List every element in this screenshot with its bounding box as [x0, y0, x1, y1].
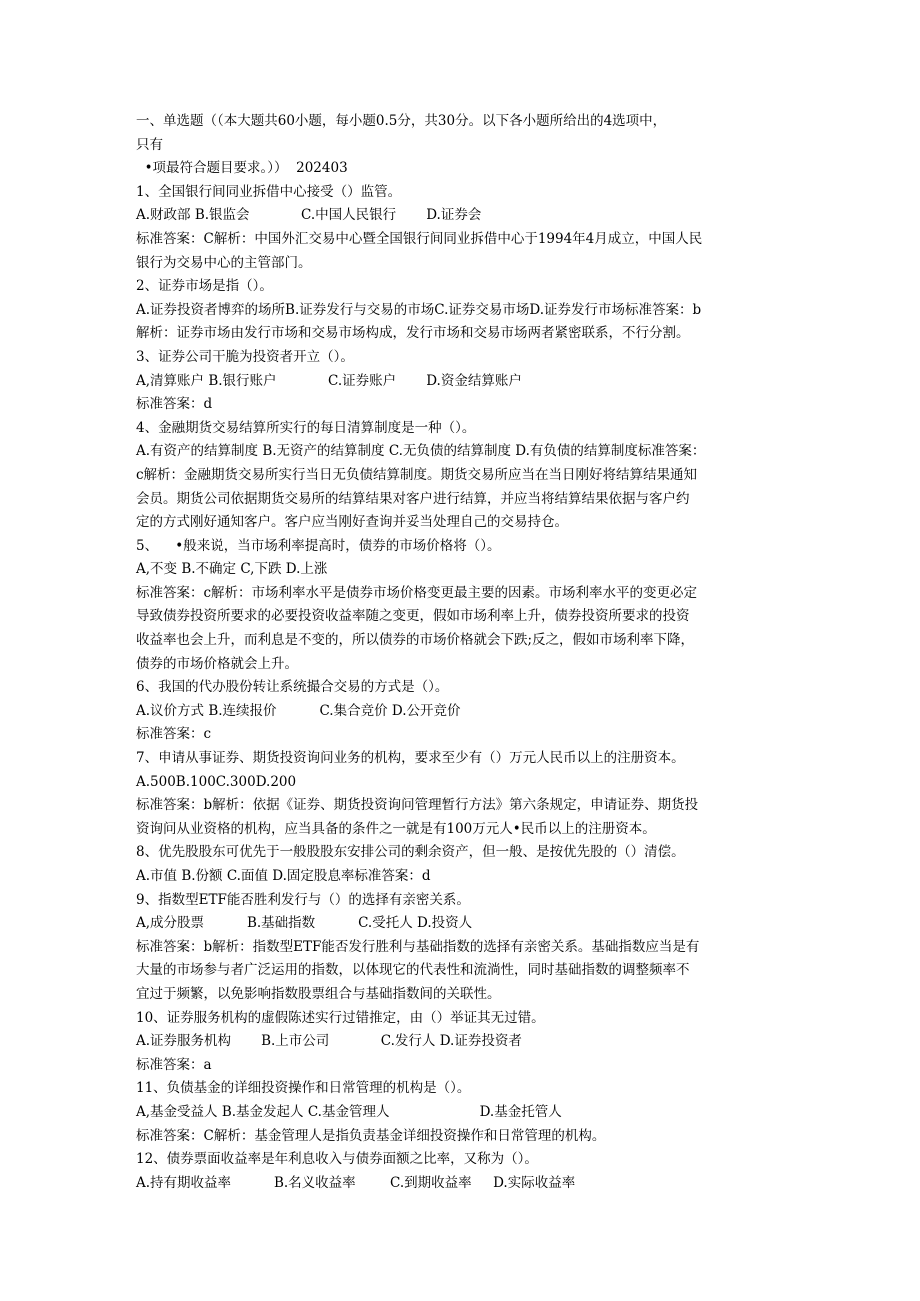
question-1: 1、全国银行间同业拆借中心接受（）监管。 [136, 183, 402, 200]
question-4-explanation-continued: 定的方式刚好通知客户。客户应当刚好查询并妥当处理自己的交易持仓。 [136, 514, 568, 531]
question-2-options: A.证券投资者博弈的场所B.证券发行与交易的市场C.证券交易市场D.证券发行市场标准答案：b [136, 301, 702, 318]
question-3: 3、证券公司干脆为投资者开立（）。 [136, 348, 354, 365]
question-11-options: A,基金受益人 B.基金发起人 C.基金管理人 D.基金托管人 [136, 1103, 562, 1120]
question-10-answer: 标准答案：a [136, 1056, 212, 1073]
question-11-answer: 标准答案：C解析：基金管理人是指负责基金详细投资操作和日常管理的机构。 [136, 1127, 606, 1144]
question-8-options: A.市值 B.份额 C.面值 D.固定股息率标准答案：d [136, 868, 431, 884]
section-heading-note: •项最符合题目要求。）） 202403 [136, 160, 348, 177]
question-7-answer-continued: 资询问从业资格的机构，应当具备的条件之一就是有100万元人•民币以上的注册资本。 [136, 820, 656, 837]
document-page [136, 110, 786, 1195]
question-2: 2、证券市场是指（）。 [136, 278, 273, 295]
question-2-explanation: 解析：证券市场由发行市场和交易市场构成，发行市场和交易市场两者紧密联系，不行分割。 [136, 325, 690, 342]
question-9-answer-continued: 宜过于频繁，以免影响指数股票组合与基础指数间的关联性。 [136, 985, 501, 1002]
question-4-options: A.有资产的结算制度 B.无资产的结算制度 C.无负债的结算制度 D.有负债的结算制度标准答案： [136, 443, 706, 460]
question-5-options: A,不变 B.不确定 C,下跌 D.上涨 [136, 561, 328, 578]
question-10-options: A.证券服务机构 B.上市公司 C.发行人 D.证券投资者 [136, 1033, 522, 1050]
question-9-options: A,成分股票 B.基础指数 C.受托人 D.投资人 [136, 915, 473, 932]
question-6-answer: 标准答案：c [136, 726, 212, 743]
question-7-options: A.500B.100C.300D.200 [136, 773, 297, 790]
question-4-explanation: c解析：金融期货交易所实行当日无负债结算制度。期货交易所应当在当日刚好将结算结果通知 [136, 466, 698, 483]
question-12: 12、债券票面收益率是年利息收入与债券面额之比率，又称为（）。 [136, 1151, 538, 1168]
question-8: 8、优先股股东可优先于一般股股东安排公司的剩余资产，但一般、是按优先股的（）清偿。 [136, 844, 685, 861]
question-5: 5、 •般来说，当市场利率提高时，债券的市场价格将（）。 [136, 537, 501, 554]
question-7-answer: 标准答案：b解析：依据《证券、期货投资询问管理暂行方法》第六条规定，申请证券、期货投 [136, 797, 699, 814]
question-7: 7、申请从事证券、期货投资询问业务的机构，要求至少有（）万元人民币以上的注册资本。 [136, 750, 685, 767]
question-3-options: A,清算账户 B.银行账户 C.证券账户 D.资金结算账户 [136, 372, 522, 389]
question-5-answer-continued: 收益率也会上升，而利息是不变的，所以债券的市场价格就会下跌;反之，假如市场利率下降， [136, 632, 695, 649]
section-heading-continued: 只有 [136, 136, 163, 153]
question-5-answer-continued: 导致债券投资所要求的必要投资收益率随之变更，假如市场利率上升，债券投资所要求的投资 [136, 608, 690, 625]
question-5-answer: 标准答案：c解析：市场利率水平是债券市场价格变更最主要的因素。市场利率水平的变更必定 [136, 584, 698, 601]
question-5-answer-continued: 债券的市场价格就会上升。 [136, 655, 298, 672]
question-6-options: A.议价方式 B.连续报价 C.集合竞价 D.公开竞价 [136, 702, 461, 719]
question-9: 9、指数型ETF能否胜利发行与（）的选择有亲密关系。 [136, 891, 470, 908]
question-10: 10、证券服务机构的虚假陈述实行过错推定，由（）举证其无过错。 [136, 1009, 545, 1026]
question-1-answer-continued: 银行为交易中心的主管部门。 [136, 254, 312, 271]
question-4: 4、金融期货交易结算所实行的每日清算制度是一种（）。 [136, 419, 476, 436]
question-4-explanation-continued: 会员。期货公司依据期货交易所的结算结果对客户进行结算，并应当将结算结果依据与客户约 [136, 490, 690, 507]
question-1-options: A.财政部 B.银监会 C.中国人民银行 D.证券会 [136, 207, 482, 224]
question-12-options: A.持有期收益率 B.名义收益率 C.到期收益率 D.实际收益率 [136, 1174, 576, 1191]
question-1-answer: 标准答案：C解析：中国外汇交易中心暨全国银行间同业拆借中心于1994年4月成立，中国人民 [136, 230, 703, 247]
question-6: 6、我国的代办股份转让系统撮合交易的方式是（）。 [136, 679, 449, 696]
section-heading: 一、单选题（（本大题共60小题，每小题0.5分，共30分。以下各小题所给出的4选项中， [136, 113, 667, 129]
question-9-answer: 标准答案：b解析：指数型ETF能否发行胜利与基础指数的选择有亲密关系。基础指数应当是有 [136, 938, 700, 955]
question-9-answer-continued: 大量的市场参与者广泛运用的指数，以体现它的代表性和流淌性，同时基础指数的调整频率不 [136, 962, 690, 979]
question-11: 11、负债基金的详细投资操作和日常管理的机构是（）。 [136, 1080, 471, 1097]
question-3-answer: 标准答案：d [136, 396, 213, 413]
